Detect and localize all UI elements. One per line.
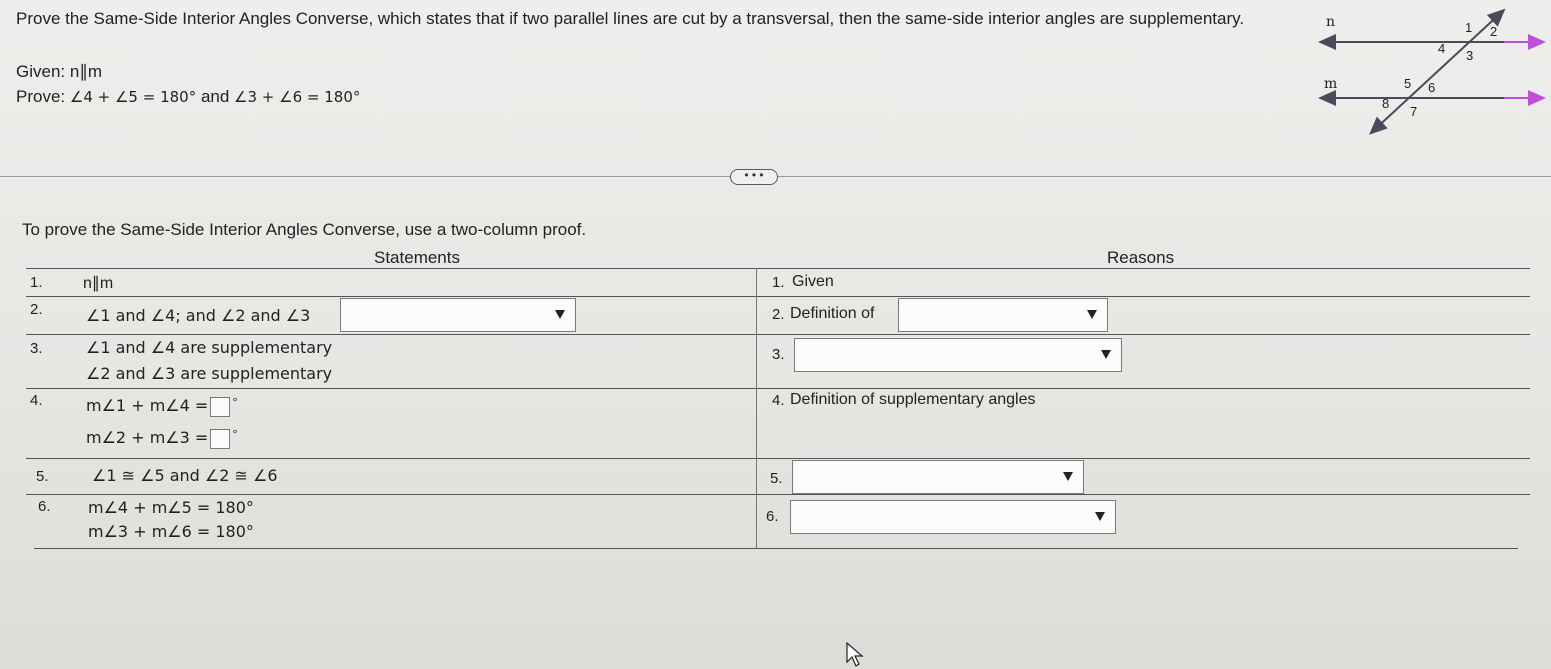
angle-label-1: 1 <box>1465 20 1473 35</box>
angle-label-8: 8 <box>1382 96 1390 111</box>
parallel-lines-diagram <box>1308 8 1551 138</box>
angle-label-3: 3 <box>1466 48 1474 63</box>
mouse-cursor-icon <box>846 642 864 668</box>
statements-header: Statements <box>374 248 460 267</box>
chevron-down-icon <box>1101 350 1111 359</box>
given-value: n∥m <box>69 62 102 81</box>
degree-symbol: ° <box>232 428 238 441</box>
prove-expression-1: ∠4 + ∠5 = 180° <box>69 88 197 106</box>
table-rule <box>26 296 1530 297</box>
reason-2: Definition of <box>790 305 875 322</box>
reason-number: 2. <box>772 306 785 323</box>
statement-4-line-2 <box>86 428 238 449</box>
statement-4-line-1 <box>86 396 238 417</box>
row-number: 2. <box>30 301 43 318</box>
statement-5: ∠1 ≅ ∠5 and ∠2 ≅ ∠6 <box>92 466 278 485</box>
label-line-n: n <box>1326 14 1336 30</box>
reason-3-dropdown[interactable] <box>794 338 1122 372</box>
column-divider <box>756 268 757 548</box>
row-number: 6. <box>38 498 51 515</box>
statement-6-line-1: m∠4 + m∠5 = 180° <box>88 498 254 517</box>
expand-more-button[interactable]: • • • <box>730 169 778 185</box>
chevron-down-icon <box>1063 472 1073 481</box>
reason-4: Definition of supplementary angles <box>790 391 1036 408</box>
reason-5-dropdown[interactable] <box>792 460 1084 494</box>
label-line-m: m <box>1324 76 1338 92</box>
reason-1: Given <box>792 273 834 290</box>
degree-input-2[interactable] <box>210 429 230 449</box>
row-number: 3. <box>30 340 43 357</box>
statement-3-line-1: ∠1 and ∠4 are supplementary <box>86 338 333 357</box>
degree-symbol: ° <box>232 396 238 409</box>
given-line <box>16 62 102 82</box>
reason-2-dropdown[interactable] <box>898 298 1108 332</box>
statement-4-line-2-expr: m∠2 + m∠3 = <box>86 428 209 447</box>
statement-6-line-2: m∠3 + m∠6 = 180° <box>88 522 254 541</box>
table-rule <box>26 388 1530 389</box>
reason-number: 1. <box>772 274 785 291</box>
chevron-down-icon <box>1095 512 1105 521</box>
table-rule <box>26 494 1530 495</box>
prove-label: Prove: <box>16 87 66 106</box>
chevron-down-icon <box>555 310 565 319</box>
statement-2-dropdown[interactable] <box>340 298 576 332</box>
prove-expression-2: ∠3 + ∠6 = 180° <box>234 88 361 106</box>
statement-2: ∠1 and ∠4; and ∠2 and ∠3 <box>86 306 311 325</box>
given-label: Given: <box>16 62 66 81</box>
statement-4-line-1-expr: m∠1 + m∠4 = <box>86 396 209 415</box>
table-rule <box>34 548 1518 549</box>
prove-and: and <box>200 87 230 106</box>
statement-3-line-2: ∠2 and ∠3 are supplementary <box>86 364 333 383</box>
statement-1: n∥m <box>83 275 114 292</box>
angle-label-2: 2 <box>1490 24 1498 39</box>
angle-label-7: 7 <box>1410 104 1418 119</box>
reasons-header: Reasons <box>1107 248 1175 267</box>
problem-statement <box>16 8 1276 30</box>
proof-table <box>26 268 1530 550</box>
problem-text: Prove the Same-Side Interior Angles Converse, which states that if two parallel lines are cut by a transversal, then the same-side interior angles are supplementary. <box>16 9 1245 28</box>
reason-number: 3. <box>772 346 785 363</box>
reason-6-dropdown[interactable] <box>790 500 1116 534</box>
reason-number: 6. <box>766 508 779 525</box>
angle-label-5: 5 <box>1404 76 1412 91</box>
transversal <box>1372 10 1504 132</box>
prove-line <box>16 87 360 107</box>
table-rule <box>26 458 1530 459</box>
reason-number: 5. <box>770 470 783 487</box>
row-number: 4. <box>30 392 43 409</box>
table-rule <box>26 268 1530 269</box>
row-number: 5. <box>36 468 49 485</box>
angle-label-4: 4 <box>1438 41 1446 56</box>
angle-label-6: 6 <box>1428 80 1436 95</box>
row-number: 1. <box>30 274 43 291</box>
degree-input-1[interactable] <box>210 397 230 417</box>
reason-number: 4. <box>772 392 785 409</box>
chevron-down-icon <box>1087 310 1097 319</box>
proof-intro: To prove the Same-Side Interior Angles Converse, use a two-column proof. <box>22 220 587 239</box>
table-rule <box>26 334 1530 335</box>
